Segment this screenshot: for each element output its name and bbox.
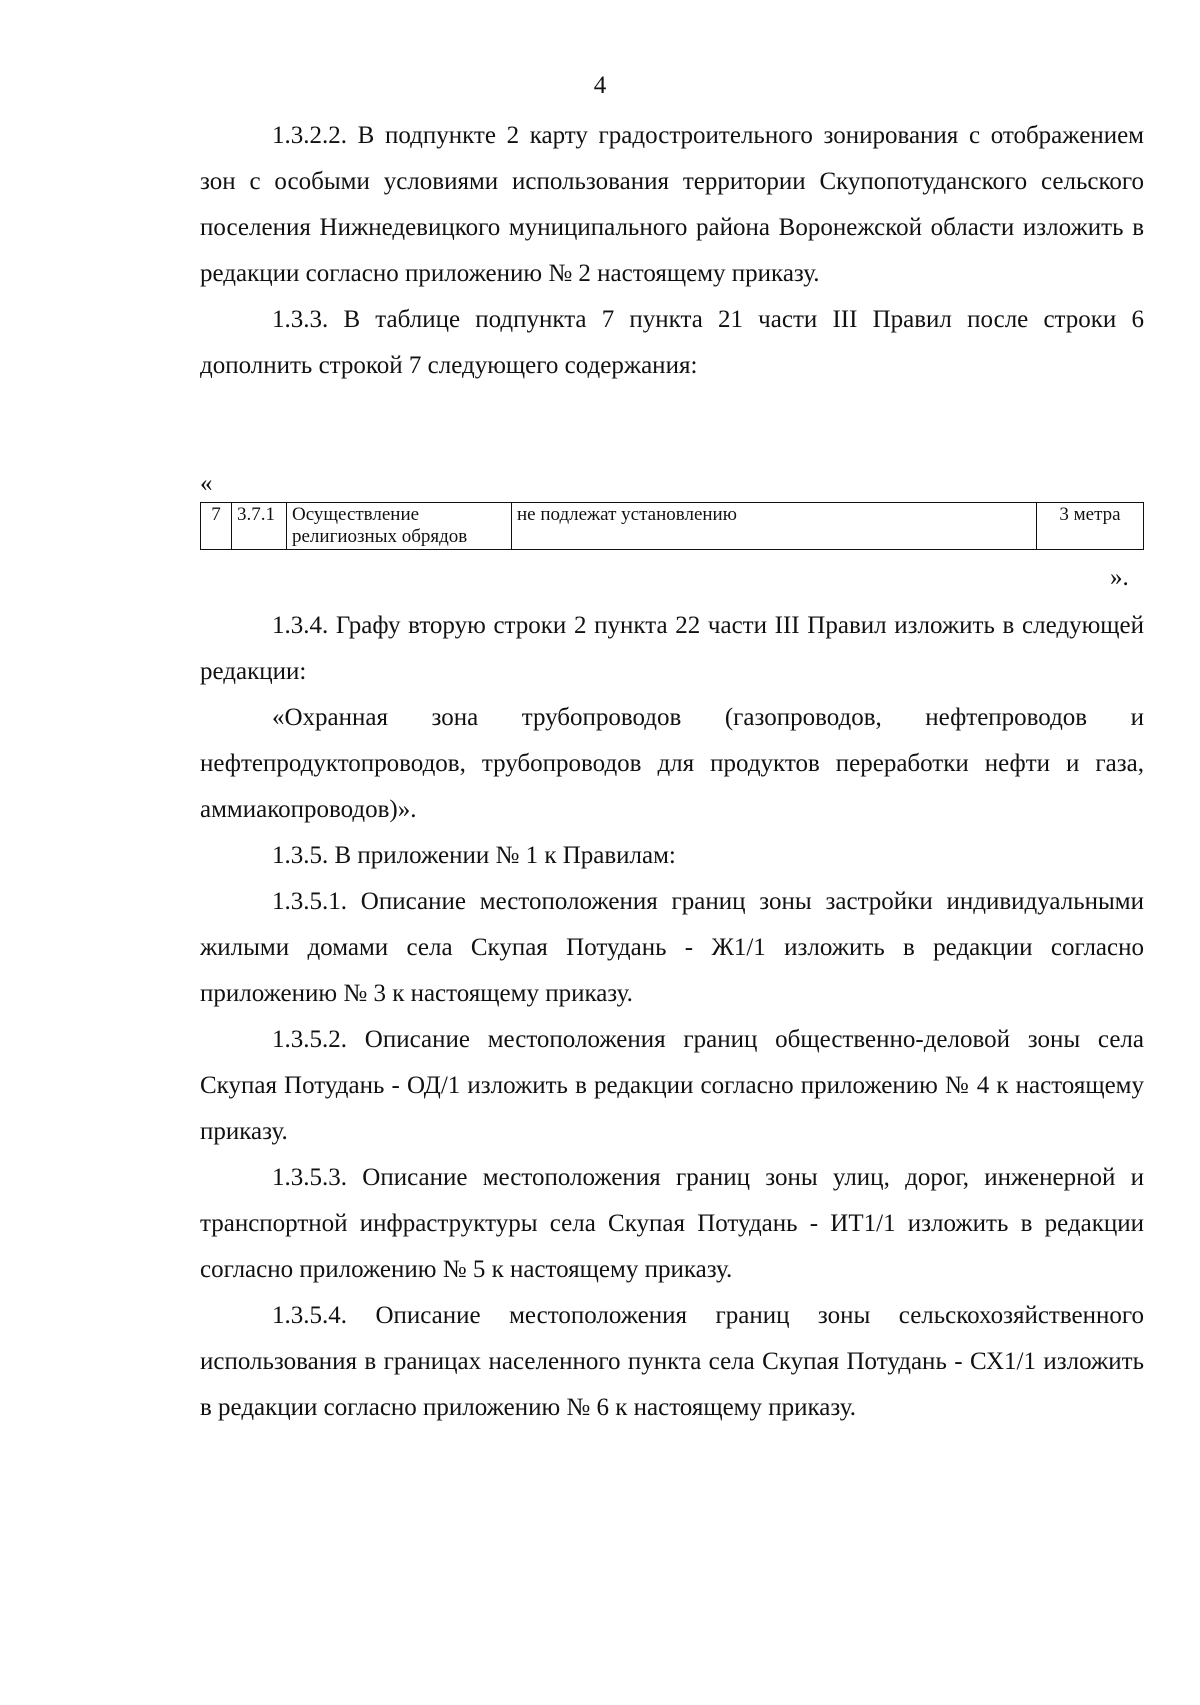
open-quote-mark: « [200, 470, 213, 497]
inserted-table [200, 502, 1144, 550]
quoted-text-1-3-4: «Охранная зона трубопроводов (газопроводов, нефтепроводов и нефтепродуктопроводов, трубопроводов для продуктов переработки нефти и газа, аммиакопроводов)». [200, 704, 1144, 823]
paragraph-1-3-5-4: 1.3.5.4. Описание местоположения границ зоны сельскохозяйственного использования в границах населенного пункта села Скупая Потудань - СХ1/1 изложить в редакции согласно приложению № 6 к настоящему приказу. [200, 1302, 1144, 1421]
paragraph-1-3-4: 1.3.4. Графу вторую строки 2 пункта 22 части III Правил изложить в следующей редакции: [200, 612, 1144, 685]
table-cell-name: Осуществление религиозных обрядов [287, 503, 512, 550]
paragraph-1-3-5-1: 1.3.5.1. Описание местоположения границ зоны застройки индивидуальными жилыми домами села Скупая Потудань - Ж1/1 изложить в редакции согласно приложению № 3 к настоящему приказу. [200, 888, 1144, 1007]
paragraph-1-3-3: 1.3.3. В таблице подпункта 7 пункта 21 части III Правил после строки 6 дополнить строкой 7 следующего содержания: [200, 306, 1144, 379]
table-cell-distance: 3 метра [1037, 503, 1144, 550]
table-cell-code: 3.7.1 [232, 503, 287, 550]
table-row [201, 503, 1144, 550]
paragraph-1-3-5-2: 1.3.5.2. Описание местоположения границ общественно-деловой зоны села Скупая Потудань - ОД/1 изложить в редакции согласно приложению № 4 к настоящему приказу. [200, 1026, 1144, 1145]
paragraph-1-3-2-2: 1.3.2.2. В подпункте 2 карту градостроительного зонирования с отображением зон с особыми условиями использования территории Скупопотуданского сельского поселения Нижнедевицкого муниципального района Воронежской области изложить в редакции согласно приложению № 2 настоящему приказу. [200, 122, 1144, 287]
paragraph-1-3-5-3: 1.3.5.3. Описание местоположения границ зоны улиц, дорог, инженерной и транспортной инфраструктуры села Скупая Потудань - ИТ1/1 изложить в редакции согласно приложению № 5 к настоящему приказу. [200, 1164, 1144, 1283]
page-number: 4 [593, 72, 607, 99]
top-text-block [200, 113, 1144, 389]
paragraph-1-3-5: 1.3.5. В приложении № 1 к Правилам: [272, 842, 676, 869]
close-quote-mark: ». [1110, 564, 1129, 591]
bottom-text-block [200, 603, 1144, 1431]
table-cell-number: 7 [201, 503, 232, 550]
table-cell-params: не подлежат установлению [512, 503, 1037, 550]
